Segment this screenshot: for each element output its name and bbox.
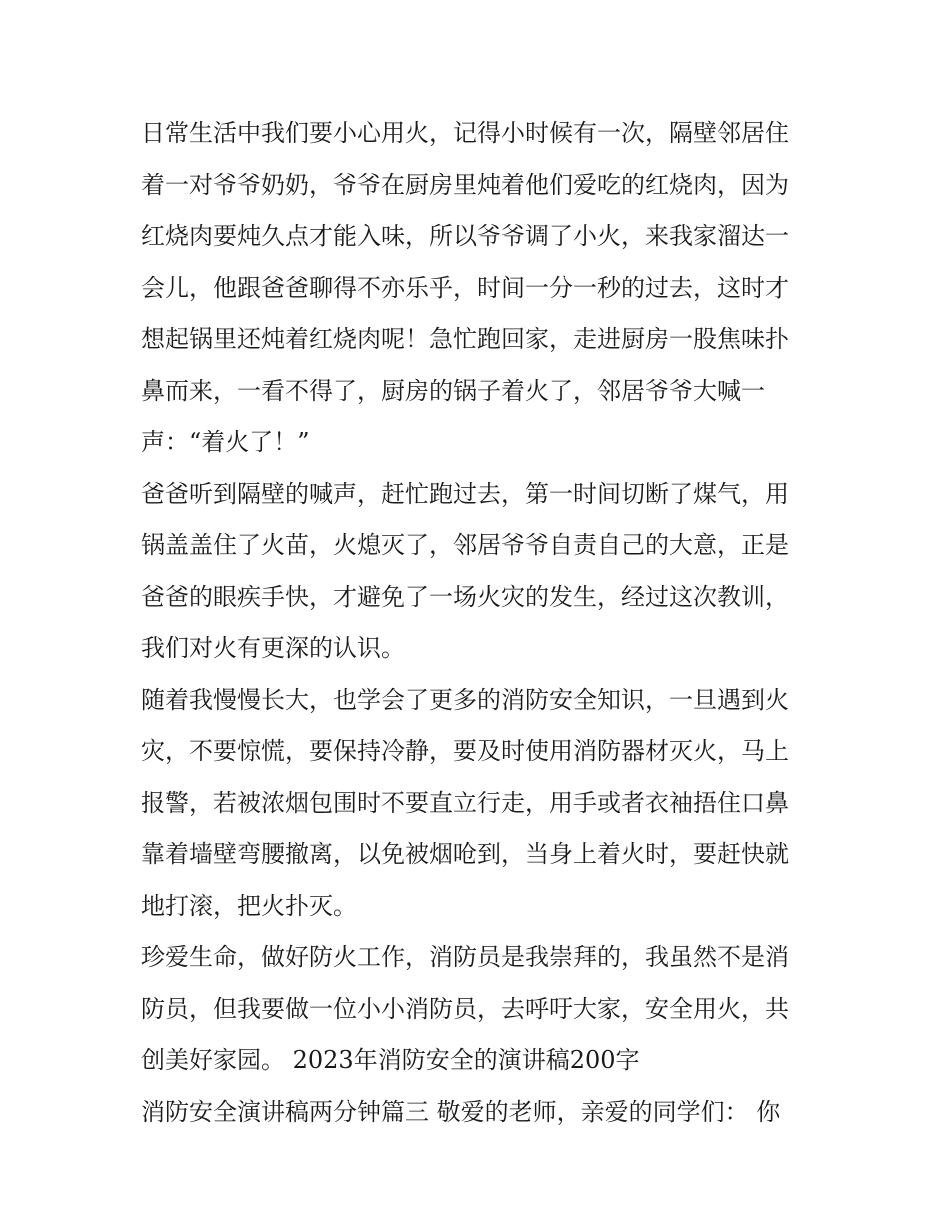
text-line: 着一对爷爷奶奶，爷爷在厨房里炖着他们爱吃的红烧肉，因为 bbox=[141, 170, 789, 199]
text-line: 爸爸听到隔壁的喊声，赶忙跑过去，第一时间切断了煤气，用 bbox=[141, 479, 789, 508]
document-body bbox=[141, 108, 821, 1138]
text-line: 日常生活中我们要小心用火，记得小时候有一次，隔壁邻居住 bbox=[141, 119, 789, 147]
text-line: 靠着墙壁弯腰撤离，以免被烟呛到，当身上着火时，要赶快就 bbox=[141, 840, 789, 868]
text-line: 锅盖盖住了火苗，火熄灭了，邻居爷爷自责自己的大意，正是 bbox=[141, 531, 789, 559]
text-line: 我们对火有更深的认识。 bbox=[141, 634, 405, 662]
text-line: 随着我慢慢长大，也学会了更多的消防安全知识，一旦遇到火 bbox=[141, 685, 789, 714]
text-line: 珍爱生命，做好防火工作，消防员是我崇拜的，我虽然不是消 bbox=[141, 943, 789, 971]
text-line: 会儿，他跟爸爸聊得不亦乐乎，时间一分一秒的过去，这时才 bbox=[141, 273, 789, 302]
text-line: 鼻而来，一看不得了，厨房的锅子着火了，邻居爷爷大喊一 bbox=[141, 376, 765, 405]
text-line: 红烧肉要炖久点才能入味，所以爷爷调了小火，来我家溜达一 bbox=[141, 222, 789, 250]
text-line: 地打滚，把火扑灭。 bbox=[141, 891, 357, 920]
text-line: 报警，若被浓烟包围时不要直立行走，用手或者衣袖捂住口鼻 bbox=[141, 788, 789, 817]
text-line: 想起锅里还炖着红烧肉呢！急忙跑回家，走进厨房一股焦味扑 bbox=[141, 325, 789, 353]
text-line: 防员，但我要做一位小小消防员，去呼吁大家，安全用火，共 bbox=[141, 994, 789, 1023]
text-line: 爸爸的眼疾手快，才避免了一场火灾的发生，经过这次教训， bbox=[141, 582, 789, 611]
text-line: 灾，不要惊慌，要保持冷静，要及时使用消防器材灭火，马上 bbox=[141, 737, 789, 765]
text-line: 消防安全演讲稿两分钟篇三 敬爱的老师，亲爱的同学们： 你 bbox=[141, 1097, 781, 1126]
text-line: 声：“着火了！” bbox=[141, 428, 310, 456]
text-line: 创美好家园。 2023年消防安全的演讲稿200字 bbox=[141, 1046, 640, 1074]
